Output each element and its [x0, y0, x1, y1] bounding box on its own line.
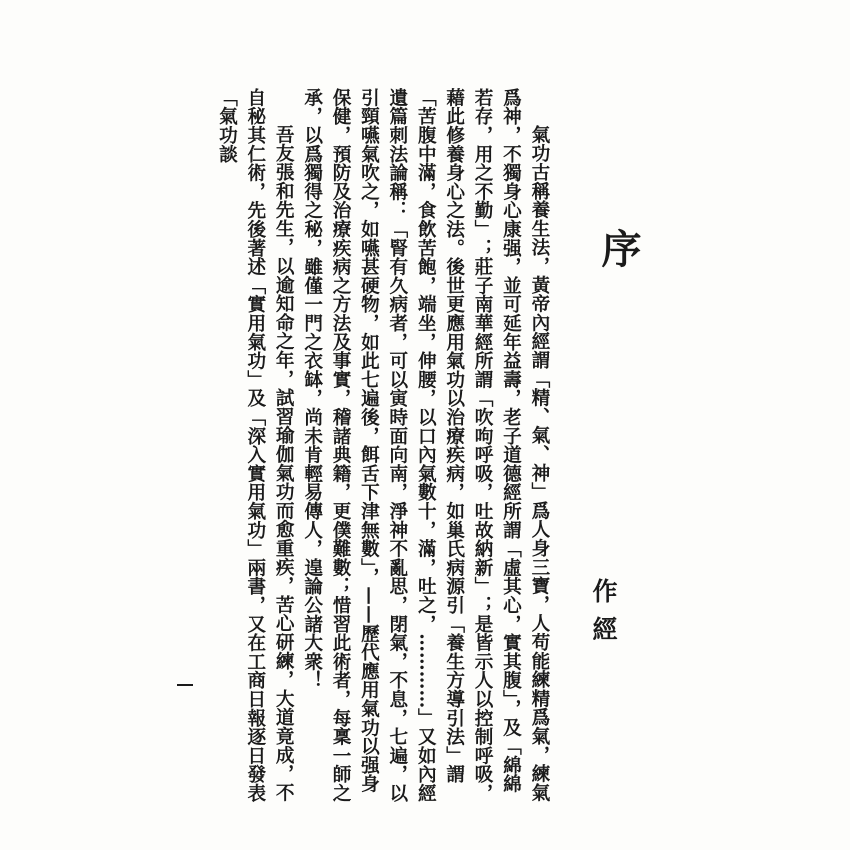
- paragraph-1: 氣功古稱養生法，黃帝內經謂「精、氣、神」爲人身三寶，人苟能練精爲氣，練氣爲神，不獨身心康强，並可延年益壽，老子道德經所謂「虛其心，實其腹」，及「綿綿若存，用之不勤」；莊子南華經所謂「吹呴呼吸，吐故納新」；是皆示人以控制呼吸，藉此修養身心之法。後世更應用氣功以治療疾病，如巢氏病源引「養生方導引法」謂「苦腹中滿，食飲苦飽，端坐，伸腰，以口內氣數十，滿，吐之，…………」又如內經遺篇刺法論稱：「腎有久病者，可以寅時面向南，淨神不亂思，閉氣，不息，七遍，以引頸嚥氣吹之，如嚥甚硬物，如此七遍後，餌舌下津無數」，——歷代應用氣功以强身保健，預防及治療疾病之方法及事實，稽諸典籍，更僕難數；惜習此術者，每稟一師之承，以爲獨得之秘，雖僅一門之衣缽，尚未肯輕易傳人，遑論公諸大衆！: [301, 88, 550, 803]
- preface-title: 序: [595, 228, 642, 268]
- preface-body: [212, 88, 553, 803]
- page-number-mark: [177, 684, 193, 686]
- author-name: 作經: [589, 578, 618, 654]
- paragraph-2: 吾友張和先生，以逾知命之年，試習瑜伽氣功而愈重疾，苦心研練，大道竟成，不自秘其仁術，先後著述「實用氣功」及「深入實用氣功」兩書，又在工商日報逐日發表「氣功談: [216, 88, 295, 803]
- page-number: [178, 687, 188, 702]
